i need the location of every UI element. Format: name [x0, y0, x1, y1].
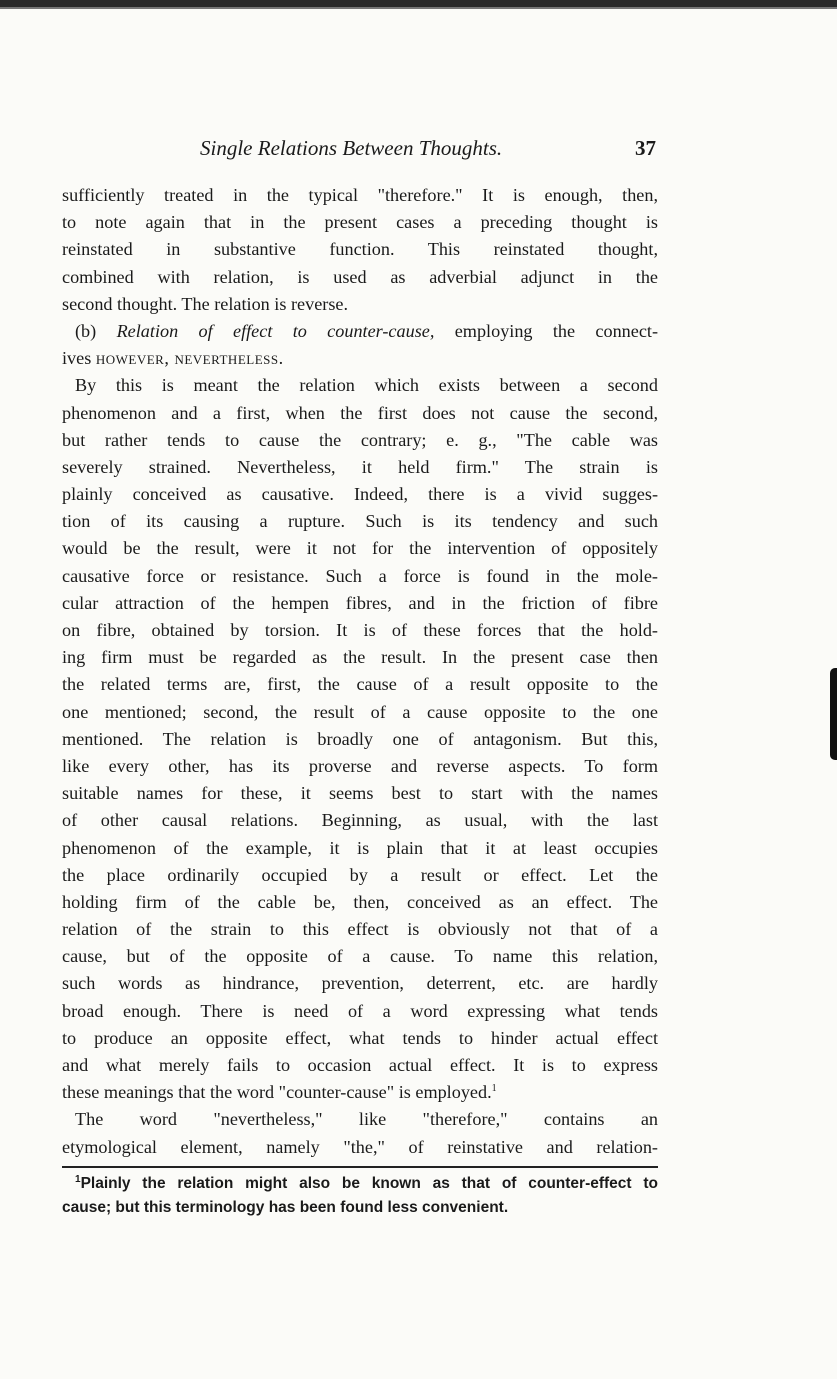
text-line: to note again that in the present cases a preceding thought is — [62, 212, 658, 233]
text-line: cause, but of the opposite of a cause. To name this relation, — [62, 946, 658, 967]
text-line: the place ordinarily occupied by a result or effect. Let the — [62, 864, 658, 885]
text-line: etymological element, namely "the," of reinstative and relation- — [62, 1136, 658, 1157]
text-line: but rather tends to cause the contrary; e. g., "The cable was — [62, 429, 658, 450]
text-line: cular attraction of the hempen fibres, and in the friction of fibre — [62, 592, 658, 613]
text-line: the related terms are, first, the cause of a result opposite to the — [62, 674, 658, 695]
running-header — [62, 136, 658, 164]
text-line: By this is meant the relation which exists between a second — [75, 375, 658, 396]
text-line: second thought. The relation is reverse. — [62, 293, 349, 314]
text-line: ing firm must be regarded as the result. In the present case then — [62, 647, 658, 668]
footnote — [62, 1172, 658, 1220]
footnote-rule — [62, 1166, 658, 1168]
running-title: Single Relations Between Thoughts. — [200, 136, 503, 160]
section-b-connectives: however, nevertheless. — [95, 348, 284, 369]
text-line: holding firm of the cable be, then, conceived as an effect. The — [62, 891, 658, 912]
text-line: one mentioned; second, the result of a cause opposite to the one — [62, 701, 658, 722]
text-line: combined with relation, is used as adverbial adjunct in the — [62, 266, 658, 287]
footnote-line: cause; but this terminology has been found less convenient. — [62, 1199, 509, 1216]
section-b-heading — [62, 318, 658, 345]
text-line: severely strained. Nevertheless, it held firm." The strain is — [62, 456, 658, 477]
text-line: phenomenon of the example, it is plain that it at least occupies — [62, 837, 658, 858]
section-b-connectives-line — [62, 345, 658, 372]
text-line: sufficiently treated in the typical "therefore." It is enough, then, — [62, 185, 658, 205]
footnote-reference: 1 — [491, 1083, 497, 1095]
text-line: plainly conceived as causative. Indeed, there is a vivid sugges- — [62, 484, 658, 505]
section-b-title: Relation of effect to counter-cause, — [116, 320, 435, 341]
footnote-marker: 1 — [75, 1173, 81, 1185]
text-line: reinstated in substantive function. This reinstated thought, — [62, 239, 658, 260]
text-line: broad enough. There is need of a word expressing what tends — [62, 1000, 658, 1021]
text-line: The word "nevertheless," like "therefore," contains an — [75, 1109, 658, 1130]
text-line: like every other, has its proverse and reverse aspects. To form — [62, 755, 658, 776]
footnote-line — [62, 1172, 658, 1196]
text-line: would be the result, were it not for the intervention of oppositely — [62, 538, 658, 559]
text-line: phenomenon and a first, when the first does not cause the second, — [62, 402, 658, 423]
text-line: and what merely fails to occasion actual effect. It is to express — [62, 1055, 658, 1075]
page-top-edge — [0, 0, 837, 7]
text-line: causative force or resistance. Such a force is found in the mole- — [62, 565, 658, 586]
text-line-with-footnote — [62, 1079, 658, 1106]
text-line: tion of its causing a rupture. Such is its tendency and such — [62, 511, 658, 532]
binding-mark — [830, 668, 837, 760]
text-line: relation of the strain to this effect is obviously not that of a — [62, 919, 658, 940]
text-line: such words as hindrance, prevention, deterrent, etc. are hardly — [62, 973, 658, 994]
text-line: mentioned. The relation is broadly one of antagonism. But this, — [62, 728, 658, 749]
text-line: on fibre, obtained by torsion. It is of these forces that the hold- — [62, 620, 658, 640]
body-text — [62, 182, 658, 1161]
section-b-rest: employing the connect- — [454, 320, 659, 341]
section-b-label: (b) — [75, 320, 97, 341]
section-b-line2-start: ives — [62, 348, 92, 369]
text-line: of other causal relations. Beginning, as usual, with the last — [62, 810, 658, 831]
text-line: these meanings that the word "counter-cause" is employed. — [62, 1082, 492, 1103]
page-number: 37 — [635, 136, 656, 160]
text-line: suitable names for these, it seems best to start with the names — [62, 783, 658, 804]
page-top-edge-shadow — [0, 7, 837, 9]
text-line: to produce an opposite effect, what tends to hinder actual effect — [62, 1027, 658, 1048]
footnote-text: Plainly the relation might also be known as that of counter-effect to — [80, 1175, 658, 1192]
